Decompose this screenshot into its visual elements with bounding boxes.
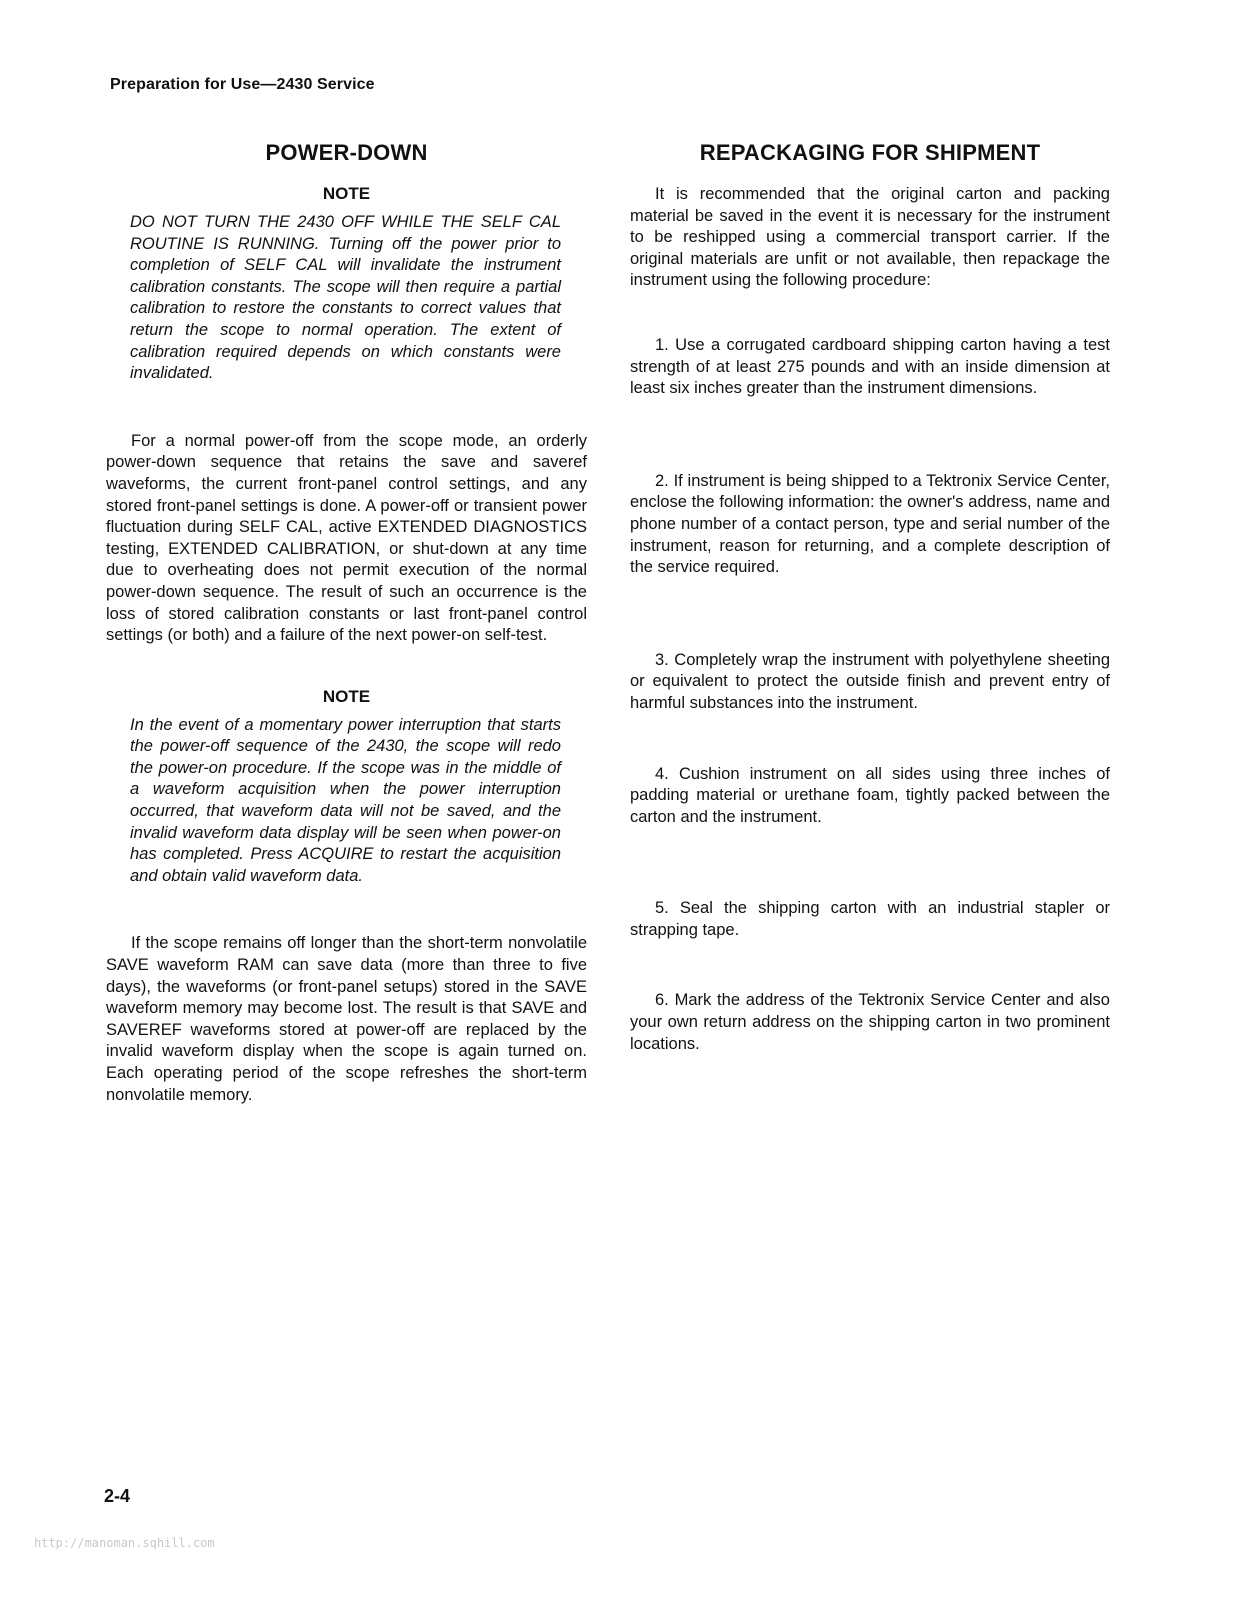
step-item: 1. Use a corrugated cardboard shipping carton having a test strength of at least 275 pounds and with an inside dimension at least six inches greater than the instrument dimensions. — [630, 335, 1110, 398]
right-column — [630, 140, 1110, 1055]
running-header: Preparation for Use—2430 Service — [110, 76, 375, 93]
note-text: In the event of a momentary power interruption that starts the power-off sequence of the 2430, the scope will redo the power-on procedure. If the scope was in the middle of a waveform acquisition when the power interruption occurred, that waveform data will not be saved, and the invalid waveform data display will be seen when power-on has completed. Press ACQUIRE to restart the acquisition and obtain valid waveform data. — [130, 715, 561, 885]
step-item: 3. Completely wrap the instrument with polyethylene sheeting or equivalent to protect the outside finish and prevent entry of harmful substances into the instrument. — [630, 650, 1110, 712]
note-text: DO NOT TURN THE 2430 OFF WHILE THE SELF CAL ROUTINE IS RUNNING. Turning off the power prior to completion of SELF CAL will invalidate the instrument calibration constants. The scope will then require a partial calibration to restore the constants to correct values that return the scope to normal operation. The extent of calibration required depends on which constants were invalidated. — [130, 213, 561, 383]
section-heading-power-down: POWER-DOWN — [265, 140, 428, 165]
paragraph-nonvolatile-memory: If the scope remains off longer than the short-term nonvolatile SAVE waveform RAM can save data (more than three to five days), the waveforms (or front-panel setups) stored in the SAVE waveform memory may become lost. The result is that SAVE and SAVEREF waveforms stored at power-off are replaced by the invalid waveform display when the scope is again turned on. Each operating period of the scope refreshes the short-term nonvolatile memory. — [106, 934, 587, 1104]
step-item: 2. If instrument is being shipped to a Tektronix Service Center, enclose the following information: the owner's address, name and phone number of a contact person, type and serial number of the instrument, reason for returning, and a complete description of the service required. — [630, 471, 1110, 577]
step-item: 4. Cushion instrument on all sides using three inches of padding material or urethane foam, tightly packed between the carton and the instrument. — [630, 764, 1110, 826]
paragraph-power-off: For a normal power-off from the scope mode, an orderly power-down sequence that retains the save and saveref waveforms, the current front-panel control settings, and any stored front-panel settings is done. A power-off or transient power fluctuation during SELF CAL, active EXTENDED DIAGNOSTICS testing, EXTENDED CALIBRATION, or shut-down at any time due to overheating does not permit execution of the normal power-down sequence. The result of such an occurrence is the loss of stored calibration constants or last front-panel control settings (or both) and a failure of the next power-on self-test. — [106, 431, 587, 645]
section-heading-repackaging: REPACKAGING FOR SHIPMENT — [699, 140, 1041, 165]
note-title: NOTE — [322, 686, 371, 706]
note-box-power-interruption — [106, 687, 587, 888]
page-number: 2-4 — [104, 1486, 131, 1506]
left-column — [106, 140, 587, 1106]
watermark-url: http://manoman.sqhill.com — [34, 1536, 215, 1550]
note-title: NOTE — [322, 184, 371, 203]
step-item: 5. Seal the shipping carton with an industrial stapler or strapping tape. — [630, 899, 1110, 939]
note-box-self-cal — [106, 184, 587, 385]
step-item: 6. Mark the address of the Tektronix Service Center and also your own return address on the shipping carton in two prominent locations. — [630, 991, 1110, 1053]
paragraph-repackaging-intro: It is recommended that the original carton and packing material be saved in the event it is necessary for the instrument to be reshipped using a commercial transport carrier. If the original materials are unfit or not available, then repackage the instrument using the following procedure: — [630, 185, 1110, 290]
